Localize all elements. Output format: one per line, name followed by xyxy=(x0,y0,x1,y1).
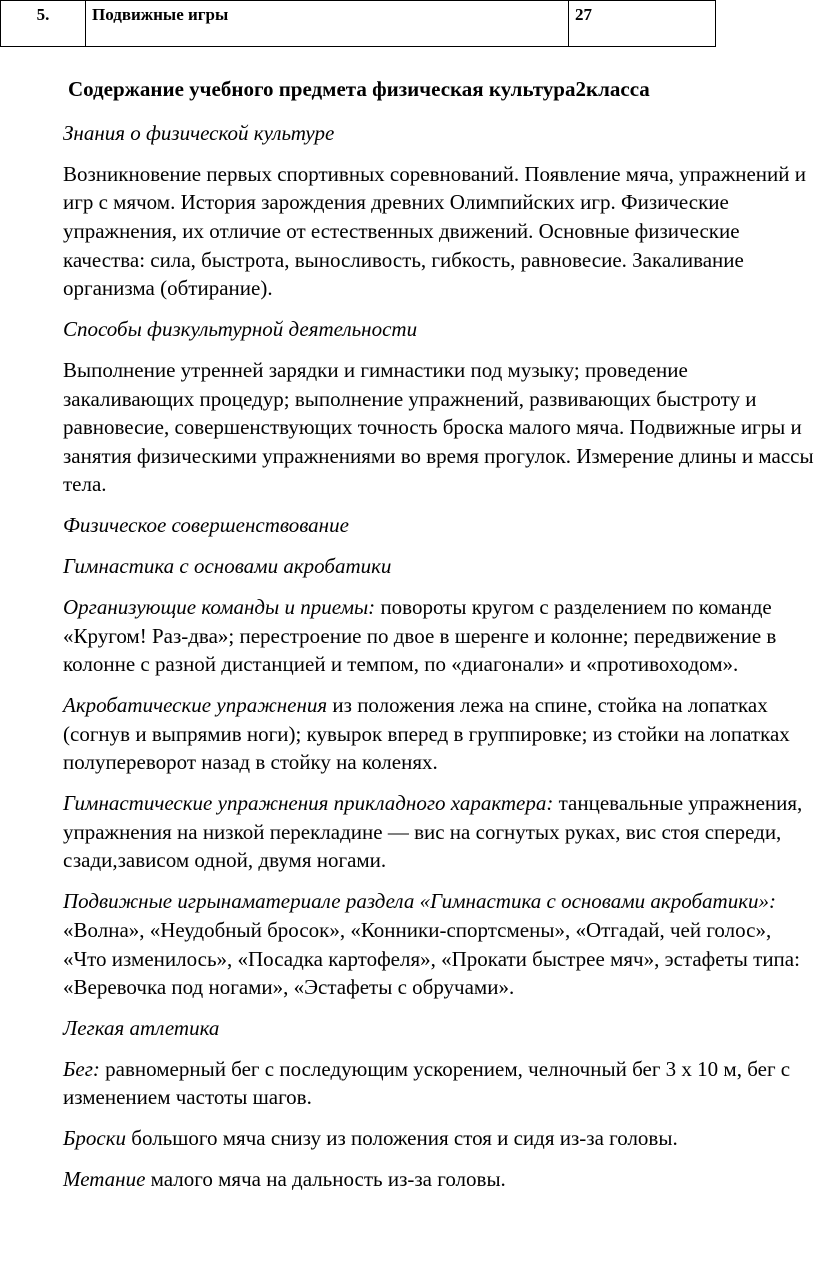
section-heading: Знания о физической культуре xyxy=(63,121,335,145)
paragraph: Возникновение первых спортивных соревнований. Появление мяча, упражнений и игр с мячом. История зарождения древних Олимпийских игр. Физические упражнения, их отличие от естественных движений. Основные физические качества: сила, быстрота, выносливость, гибкость, равновесие. Закаливание организма (обтирание). xyxy=(63,161,806,301)
term-label: Организующие команды и приемы: xyxy=(63,595,376,620)
term-label: Броски xyxy=(63,1126,127,1151)
paragraph: Акробатические упражнения из положения лежа на спине, стойка на лопатках (согнув и выпрямив ноги); кувырок вперед в группировке; из стойки на лопатках полупереворот назад в стойку на коленях. xyxy=(63,693,790,775)
paragraph: Броски большого мяча снизу из положения стоя и сидя из-за головы. xyxy=(63,1126,678,1151)
row-hours: 27 xyxy=(569,1,716,47)
paragraph: Организующие команды и приемы: повороты кругом с разделением по команде «Кругом! Раз-два»; перестроение по двое в шеренге и колонне; передвижение в колонне с разной дистанцией и темпом, по «диагонали» и «противоходом». xyxy=(63,595,777,677)
term-label: Метание xyxy=(63,1167,146,1192)
section-heading: Гимнастика с основами акробатики xyxy=(63,554,392,579)
program-table-row xyxy=(0,0,716,47)
section-heading: Физическое совершенствование xyxy=(63,513,349,538)
document-body xyxy=(63,119,815,1206)
term-label: Бег: xyxy=(63,1056,100,1081)
section-heading: Легкая атлетика xyxy=(63,1016,220,1040)
paragraph: Гимнастические упражнения прикладного характера: танцевальные упражнения, упражнения на низкой перекладине — вис на согнутых руках, вис стоя спереди, сзади,зависом одной, двумя ногами. xyxy=(63,791,803,873)
term-label: Подвижные игрынаматериале раздела «Гимнастика с основами акробатики»: xyxy=(63,889,777,914)
document-title: Содержание учебного предмета физическая культура2класса xyxy=(68,77,650,101)
paragraph: Выполнение утренней зарядки и гимнастики под музыку; проведение закаливающих процедур; выполнение упражнений, развивающих быстроту и равновесие, совершенствующих точность броска малого мяча. Подвижные игры и занятия физическими упражнениями во время прогулок. Измерение длины и массы тела. xyxy=(63,358,814,497)
paragraph: Метание малого мяча на дальность из-за головы. xyxy=(63,1167,506,1192)
row-number: 5. xyxy=(1,1,86,47)
term-label: Гимнастические упражнения прикладного характера: xyxy=(63,791,554,816)
paragraph: Подвижные игрынаматериале раздела «Гимнастика с основами акробатики»: «Волна», «Неудобный бросок», «Конники-спортсмены», «Отгадай, чей голос», «Что изменилось», «Посадка картофеля», «Прокати быстрее мяч», эстафеты типа: «Веревочка под ногами», «Эстафеты с обручами». xyxy=(63,889,800,1000)
term-label: Акробатические упражнения xyxy=(63,693,328,718)
row-topic: Подвижные игры xyxy=(86,1,569,47)
paragraph: Бег: равномерный бег с последующим ускорением, челночный бег 3 х 10 м, бег с изменением частоты шагов. xyxy=(63,1056,791,1110)
section-heading: Способы физкультурной деятельности xyxy=(63,317,418,342)
